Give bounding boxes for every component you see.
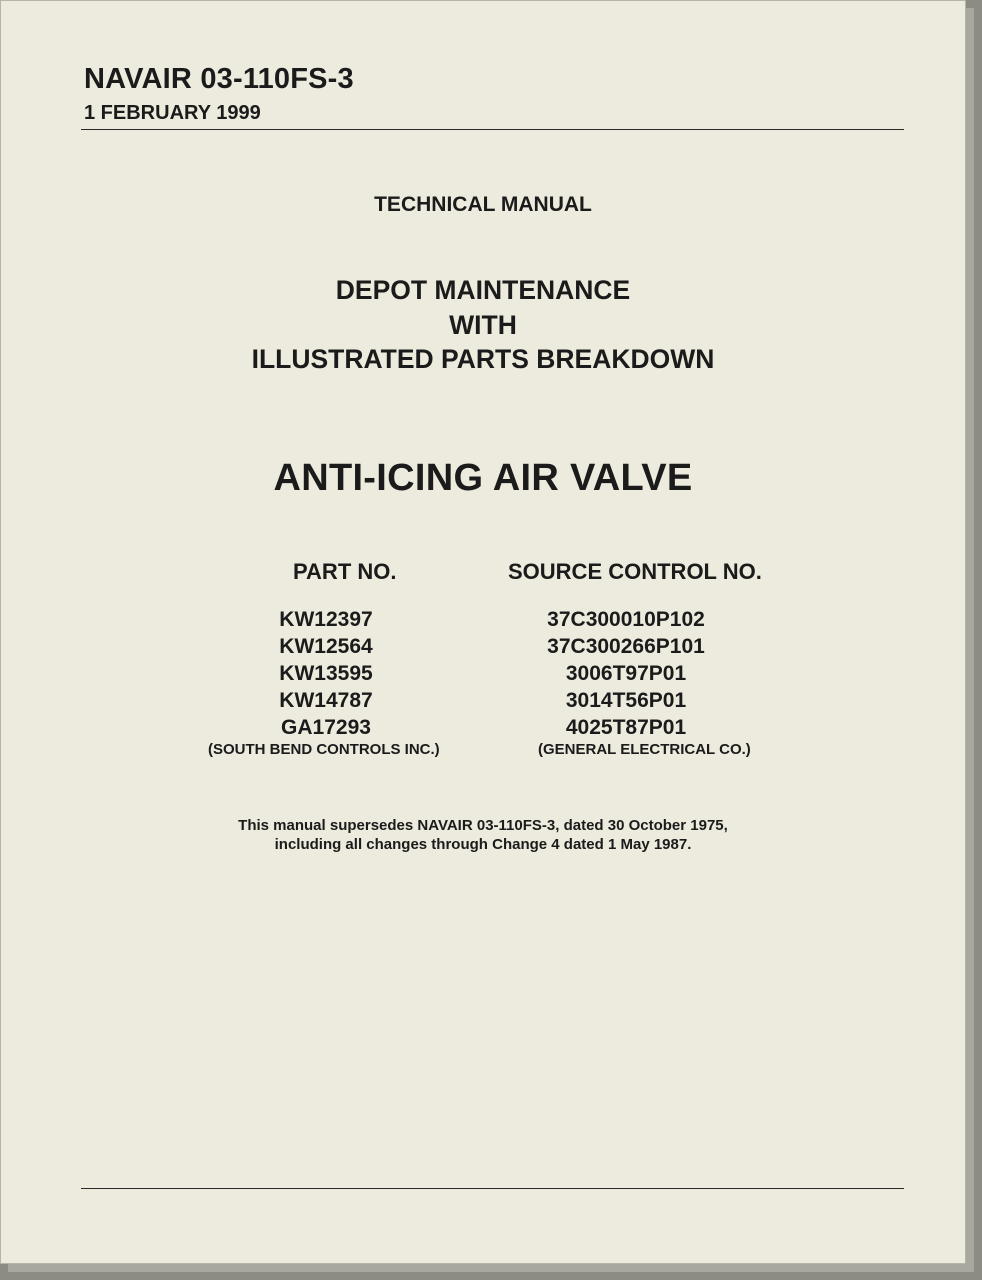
part-number: GA17293 (281, 716, 371, 739)
source-manufacturer: (GENERAL ELECTRICAL CO.) (538, 741, 751, 758)
source-control-number: 37C300266P101 (547, 635, 705, 658)
subject-line-2: WITH (449, 310, 517, 340)
source-control-number: 3006T97P01 (565, 662, 687, 685)
part-number: KW14787 (279, 689, 373, 712)
supersede-notice-line-2: including all changes through Change 4 dated 1 May 1987. (274, 836, 692, 853)
supersede-notice-line-1: This manual supersedes NAVAIR 03-110FS-3, dated 30 October 1975, (238, 817, 728, 834)
manual-type: TECHNICAL MANUAL (374, 193, 592, 216)
subject-line-1: DEPOT MAINTENANCE (335, 275, 631, 305)
item-title: ANTI-ICING AIR VALVE (273, 457, 693, 499)
document-date: 1 FEBRUARY 1999 (84, 102, 261, 124)
source-control-number: 37C300010P102 (547, 608, 705, 631)
bottom-divider (81, 1188, 904, 1189)
source-control-list (501, 607, 751, 742)
document-number: NAVAIR 03-110FS-3 (84, 63, 354, 95)
top-divider (81, 129, 904, 130)
source-control-number: 3014T56P01 (565, 689, 687, 712)
part-manufacturer: (SOUTH BEND CONTROLS INC.) (208, 741, 440, 758)
part-number: KW12397 (279, 608, 373, 631)
source-control-header: SOURCE CONTROL NO. (508, 559, 762, 584)
part-number-list (241, 607, 411, 742)
source-control-number: 4025T87P01 (565, 716, 687, 739)
subject-line-3: ILLUSTRATED PARTS BREAKDOWN (251, 344, 715, 374)
part-number-header: PART NO. (293, 559, 397, 584)
part-number: KW13595 (279, 662, 373, 685)
part-number: KW12564 (279, 635, 373, 658)
